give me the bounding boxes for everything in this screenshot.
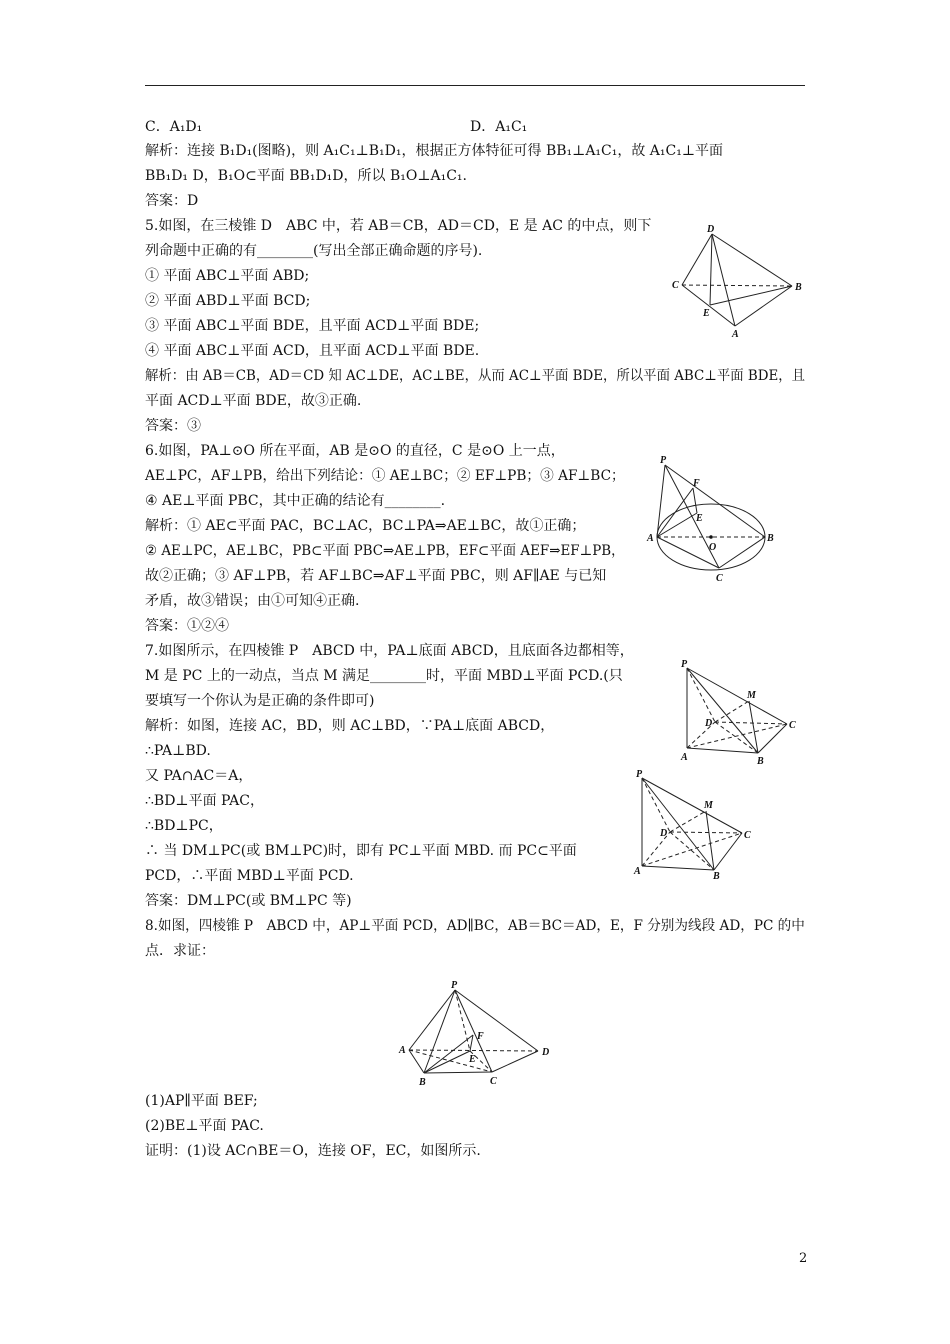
figure-pyramid-pabcd-2 xyxy=(630,768,765,880)
label-B: B xyxy=(757,756,764,767)
text-line-28: ∴BD⊥平面 PAC， xyxy=(145,793,264,809)
label-M: M xyxy=(747,690,756,701)
text-line-12: 平面 ACD⊥平面 BDE，故③正确. xyxy=(145,393,362,409)
text-line-21: 答案：①②④ xyxy=(145,618,229,634)
text-line-27: 又 PA∩AC＝A， xyxy=(145,768,253,784)
label-C: C xyxy=(716,573,723,584)
label-B: B xyxy=(713,871,720,882)
label-A: A xyxy=(732,329,739,340)
label-E: E xyxy=(696,513,703,524)
text-line-5: 5.如图，在三棱锥 D ABC 中，若 AB＝CB，AD＝CD，E 是 AC 的中点，则下 xyxy=(145,218,652,234)
label-P: P xyxy=(636,769,643,780)
label-C: C xyxy=(672,280,679,291)
text-line-24: 要填写一个你认为是正确的条件即可) xyxy=(145,693,375,709)
text-line-18: ② AE⊥PC，AE⊥BC，PB⊂平面 PBC⇒AE⊥PB，EF⊂平面 AEF⇒EF⊥PB， xyxy=(145,543,625,559)
page-number: 2 xyxy=(799,1251,808,1266)
figure-circle-pa xyxy=(645,455,785,585)
text-line-15: AE⊥PC，AF⊥PB，给出下列结论：① AE⊥BC；② EF⊥PB；③ AF⊥BC； xyxy=(145,468,625,484)
text-line-1: C．A₁D₁ xyxy=(145,119,203,135)
label-C: C xyxy=(744,830,751,841)
header-rule xyxy=(145,85,805,86)
label-F: F xyxy=(693,478,700,489)
text-line-16: ④ AE⊥平面 PBC，其中正确的结论有________. xyxy=(145,493,446,509)
text-line-36: (2)BE⊥平面 PAC. xyxy=(145,1118,264,1134)
text-line-14: 6.如图，PA⊥⊙O 所在平面，AB 是⊙O 的直径，C 是⊙O 上一点， xyxy=(145,443,565,459)
text-line-31: PCD，∴平面 MBD⊥平面 PCD. xyxy=(145,868,354,884)
text-line-20: 矛盾，故③错误；由①可知④正确. xyxy=(145,593,360,609)
label-D: D xyxy=(705,718,713,729)
label-A: A xyxy=(399,1045,406,1056)
label-O: O xyxy=(709,542,717,553)
text-line-23: M 是 PC 上的一动点，当点 M 满足________时，平面 MBD⊥平面 PCD.(只 xyxy=(145,668,623,684)
label-D: D xyxy=(660,828,668,839)
label-A: A xyxy=(634,866,641,877)
label-C: C xyxy=(490,1076,497,1087)
text-line-33: 8.如图，四棱锥 P ABCD 中，AP⊥平面 PCD，AD∥BC，AB＝BC＝AD，E，F 分别为线段 AD，PC 的中 xyxy=(145,918,805,934)
text-line-25: 解析：如图，连接 AC，BD，则 AC⊥BD，∵PA⊥底面 ABCD， xyxy=(145,718,555,734)
text-line-13: 答案：③ xyxy=(145,418,201,434)
text-line-2: 解析：连接 B₁D₁(图略)，则 A₁C₁⊥B₁D₁，根据正方体特征可得 BB₁⊥A₁C₁，故 A₁C₁⊥平面 xyxy=(145,143,724,159)
text-line-30: ∴ 当 DM⊥PC(或 BM⊥PC)时，即有 PC⊥平面 MBD. 而 PC⊂平面 xyxy=(145,843,577,859)
label-A: A xyxy=(681,752,688,763)
label-A: A xyxy=(647,533,654,544)
label-E: E xyxy=(469,1054,476,1065)
text-line-34: 点．求证： xyxy=(145,943,215,959)
label-M: M xyxy=(704,800,713,811)
label-F: F xyxy=(477,1031,484,1042)
label-P: P xyxy=(681,659,688,670)
text-line-7: ① 平面 ABC⊥平面 ABD; xyxy=(145,268,310,284)
text-line-26: ∴PA⊥BD. xyxy=(145,743,211,759)
label-B: B xyxy=(767,533,774,544)
text-line-8: ② 平面 ABD⊥平面 BCD; xyxy=(145,293,311,309)
text-line-4: 答案：D xyxy=(145,193,199,209)
text-line-35: (1)AP∥平面 BEF; xyxy=(145,1093,258,1109)
text-line-37: 证明：(1)设 AC∩BE＝O，连接 OF，EC，如图所示. xyxy=(145,1143,481,1159)
text-line-32: 答案：DM⊥PC(或 BM⊥PC 等) xyxy=(145,893,352,909)
label-D: D xyxy=(542,1047,550,1058)
text-line-11: 解析：由 AB＝CB，AD＝CD 知 AC⊥DE，AC⊥BE，从而 AC⊥平面 BDE，所以平面 ABC⊥平面 BDE，且 xyxy=(145,368,806,384)
label-P: P xyxy=(660,455,667,466)
figure-pyramid-problem8 xyxy=(395,978,565,1090)
label-E: E xyxy=(703,308,710,319)
text-line-10: ④ 平面 ABC⊥平面 ACD，且平面 ACD⊥平面 BDE. xyxy=(145,343,480,359)
text-line-19: 故②正确；③ AF⊥PB，若 AF⊥BC⇒AF⊥平面 PBC，则 AF∥AE 与已知 xyxy=(145,568,607,584)
figure-pyramid-dabc xyxy=(670,222,810,342)
text-line-6: 列命题中正确的有________(写出全部正确命题的序号). xyxy=(145,243,483,259)
figure-pyramid-pabcd-1 xyxy=(675,658,810,768)
label-D: D xyxy=(707,224,715,235)
text-line-3: BB₁D₁ D，B₁O⊂平面 BB₁D₁D，所以 B₁O⊥A₁C₁. xyxy=(145,168,467,184)
text-line-22: 7.如图所示，在四棱锥 P ABCD 中，PA⊥底面 ABCD，且底面各边都相等， xyxy=(145,643,634,659)
text-line-17: 解析：① AE⊂平面 PAC，BC⊥AC，BC⊥PA⇒AE⊥BC，故①正确； xyxy=(145,518,586,534)
text-line-38: D．A₁C₁ xyxy=(470,119,528,135)
text-line-29: ∴BD⊥PC， xyxy=(145,818,223,834)
label-B: B xyxy=(419,1077,426,1088)
label-P: P xyxy=(451,980,458,991)
label-C: C xyxy=(789,720,796,731)
label-B: B xyxy=(795,282,802,293)
text-line-9: ③ 平面 ABC⊥平面 BDE，且平面 ACD⊥平面 BDE; xyxy=(145,318,480,334)
